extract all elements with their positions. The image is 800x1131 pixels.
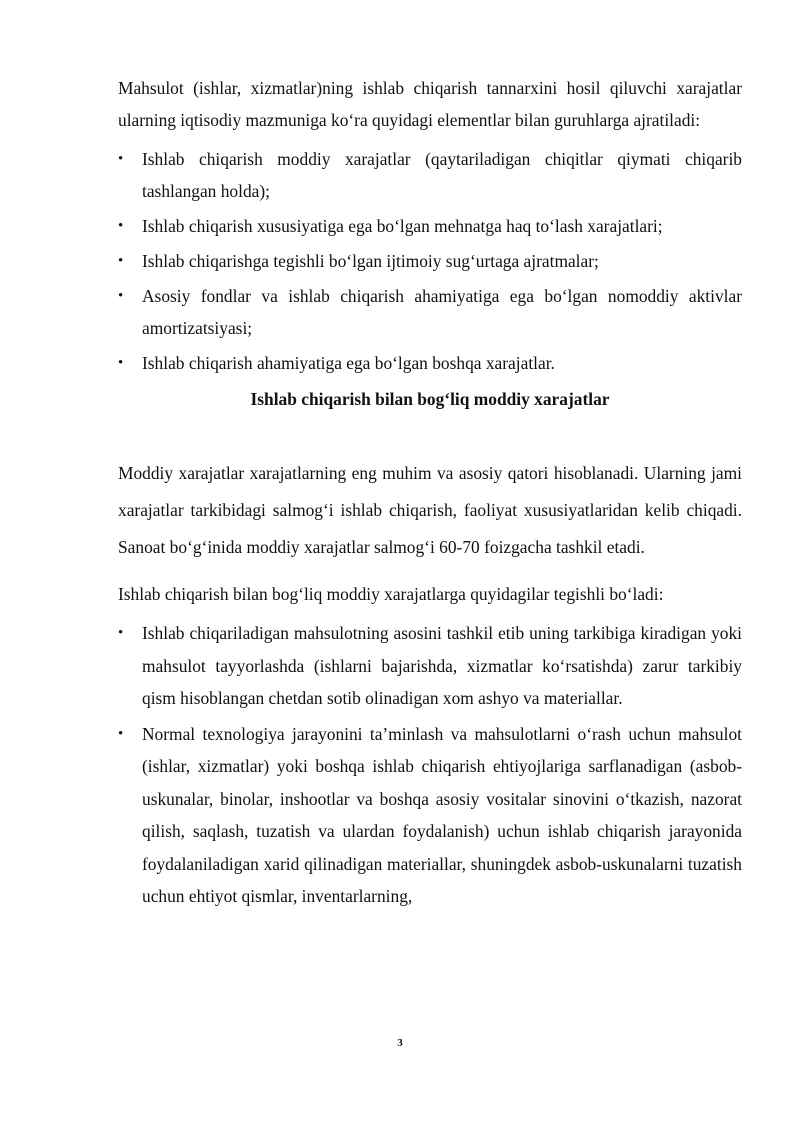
document-page xyxy=(118,72,742,916)
list-item-text: Ishlab chiqarish moddiy xarajatlar (qaytariladigan chiqitlar qiymati chiqarib tashlangan holda); xyxy=(142,149,742,201)
cost-elements-list xyxy=(118,143,742,379)
bullet-icon: • xyxy=(118,355,124,371)
material-costs-list xyxy=(118,617,742,913)
list-item xyxy=(118,280,742,344)
list-item xyxy=(118,347,742,379)
bullet-icon: • xyxy=(118,625,124,641)
list-item-text: Ishlab chiqarish ahamiyatiga ega boʻlgan boshqa xarajatlar. xyxy=(142,353,555,373)
bullet-icon: • xyxy=(118,288,124,304)
list-item xyxy=(118,143,742,207)
bullet-icon: • xyxy=(118,253,124,269)
bullet-icon: • xyxy=(118,725,124,742)
list-item xyxy=(118,210,742,242)
intro-paragraph: Mahsulot (ishlar, xizmatlar)ning ishlab chiqarish tannarxini hosil qiluvchi xarajatlar ularning iqtisodiy mazmuniga koʻra quyidagi elementlar bilan guruhlarga ajratiladi: xyxy=(118,78,742,130)
section-heading: Ishlab chiqarish bilan bogʻliq moddiy xarajatlar xyxy=(250,389,610,409)
list-item-text: Ishlab chiqarish xususiyatiga ega boʻlgan mehnatga haq toʻlash xarajatlari; xyxy=(142,216,663,236)
list-item xyxy=(118,718,742,913)
bullet-icon: • xyxy=(118,151,124,167)
list-item-text: Ishlab chiqarishga tegishli boʻlgan ijtimoiy sugʻurtaga ajratmalar; xyxy=(142,251,599,271)
body-paragraph: Ishlab chiqarish bilan bogʻliq moddiy xarajatlarga quyidagilar tegishli boʻladi: xyxy=(118,584,664,604)
list-item xyxy=(118,245,742,277)
body-paragraph: Moddiy xarajatlar xarajatlarning eng muhim va asosiy qatori hisoblanadi. Ularning jami xarajatlar tarkibidagi salmogʻi ishlab chiqarish, faoliyat xususiyatlaridan kelib chiqadi. Sanoat boʻgʻinida moddiy xarajatlar salmogʻi 60-70 foizgacha tashkil etadi. xyxy=(118,463,742,557)
page-number: 3 xyxy=(397,1037,403,1049)
list-item-text: Asosiy fondlar va ishlab chiqarish ahamiyatiga ega boʻlgan nomoddiy aktivlar amortizatsiyasi; xyxy=(142,286,742,338)
bullet-icon: • xyxy=(118,218,124,234)
list-item-text: Ishlab chiqariladigan mahsulotning asosini tashkil etib uning tarkibiga kiradigan yoki mahsulot tayyorlashda (ishlarni bajarishda, xizmatlar koʻrsatishda) zarur tarkibiy qism hisoblangan chetdan sotib olinadigan xom ashyo va materiallar. xyxy=(142,623,742,708)
list-item xyxy=(118,617,742,715)
list-item-text: Normal texnologiya jarayonini taʼminlash va mahsulotlarni oʻrash uchun mahsulot (ishlar, xizmatlar) yoki boshqa ishlab chiqarish ehtiyojlariga sarflanadigan (asbob-uskunalar, binolar, inshootlar va boshqa asosiy vositalar sinovini oʻtkazish, nazorat qilish, saqlash, tuzatish va ulardan foydalanish) uchun ishlab chiqarish jarayonida foydalaniladigan xarid qilinadigan materiallar, shuningdek asbob-uskunalarni tuzatish uchun ehtiyot qismlar, inventarlarning, xyxy=(142,723,742,906)
